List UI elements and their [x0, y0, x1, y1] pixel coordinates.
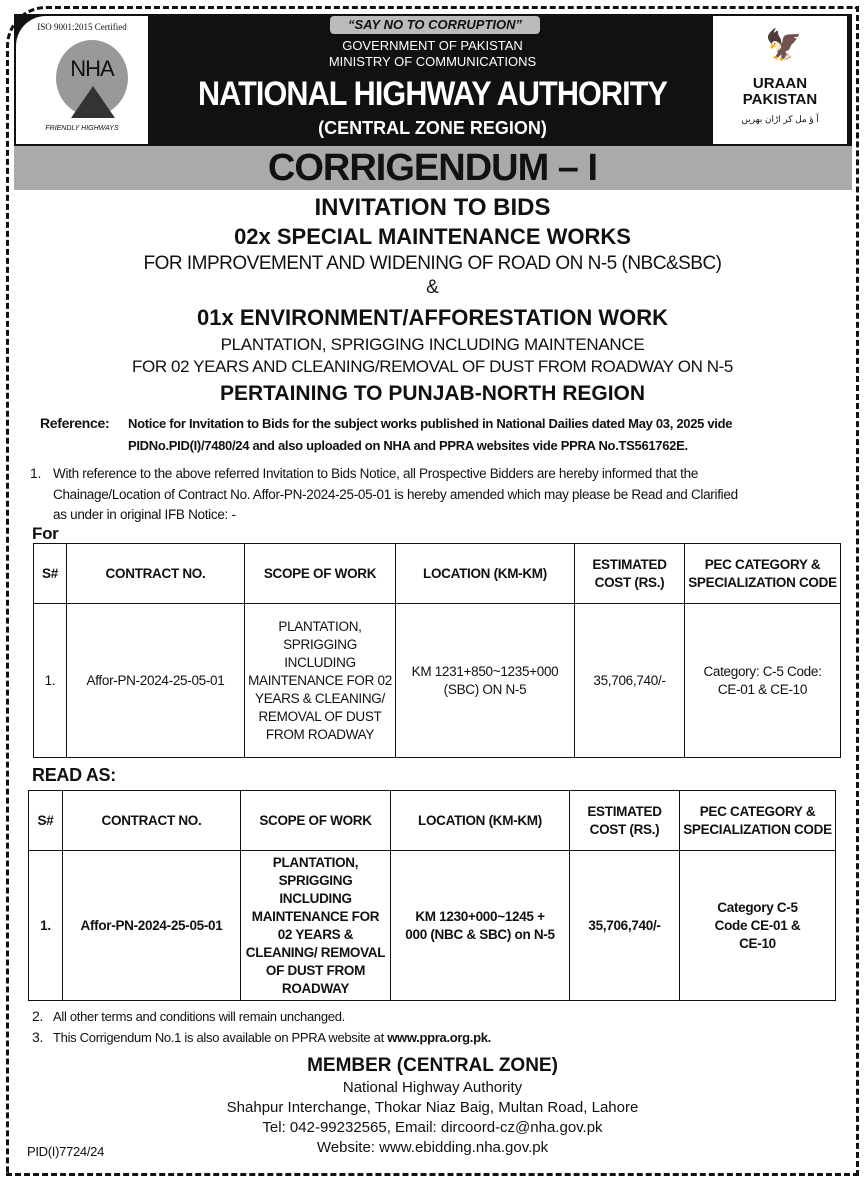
- footer-address: Shahpur Interchange, Thokar Niaz Baig, Multan Road, Lahore: [226, 1099, 639, 1116]
- reference-label: Reference:: [40, 415, 110, 431]
- cell: KM 1230+000~1245 + 000 (NBC & SBC) on N-5: [391, 851, 570, 1001]
- subtitle-5: 01x ENVIRONMENT/AFFORESTATION WORK: [197, 305, 668, 330]
- slogan: “SAY NO TO CORRUPTION”: [330, 16, 540, 34]
- subtitle-3: FOR IMPROVEMENT AND WIDENING OF ROAD ON N-5 (NBC&SBC): [143, 253, 722, 274]
- cell: KM 1231+850~1235+000 (SBC) ON N-5: [396, 604, 575, 758]
- cell: Affor-PN-2024-25-05-01: [67, 604, 245, 758]
- note-text: All other terms and conditions will remain unchanged.: [53, 1009, 345, 1024]
- logo-tagline: FRIENDLY HIGHWAYS: [45, 125, 119, 132]
- subtitle-2: 02x SPECIAL MAINTENANCE WORKS: [234, 224, 631, 249]
- logo-abbr: NHA: [70, 56, 114, 81]
- para-text: With reference to the above referred Invitation to Bids Notice, all Prospective Bidders are hereby informed that the: [53, 466, 699, 481]
- col-header: SCOPE OF WORK: [245, 544, 396, 604]
- cell: Affor-PN-2024-25-05-01: [63, 851, 241, 1001]
- pid-number: PID(I)7724/24: [27, 1144, 105, 1159]
- note-line: [53, 1028, 491, 1047]
- col-header: SCOPE OF WORK: [241, 791, 391, 851]
- col-header: LOCATION (KM-KM): [396, 544, 575, 604]
- logo-line1: URAAN: [752, 75, 808, 92]
- col-header: CONTRACT NO.: [63, 791, 241, 851]
- logo-line2: PAKISTAN: [742, 91, 818, 108]
- eagle-icon: 🦅: [765, 29, 803, 62]
- table-header: [34, 544, 841, 604]
- cell: 35,706,740/-: [575, 604, 685, 758]
- cell: PLANTATION, SPRIGGING INCLUDING MAINTENANCE FOR 02 YEARS & CLEANING/ REMOVAL OF DUST FROM ROADWAY: [241, 851, 391, 1001]
- para-text: Chainage/Location of Contract No. Affor-PN-2024-25-05-01 is hereby amended which may please be Read and Clarified: [53, 487, 738, 502]
- note-text: This Corrigendum No.1 is also available on PPRA website at: [53, 1030, 388, 1045]
- original-table: [33, 543, 841, 758]
- ppra-link[interactable]: www.ppra.org.pk.: [387, 1030, 491, 1045]
- cell: 1.: [34, 604, 67, 758]
- ministry-line: MINISTRY OF COMMUNICATIONS: [328, 54, 537, 69]
- col-header: ESTIMATED COST (RS.): [575, 544, 685, 604]
- org-title: NATIONAL HIGHWAY AUTHORITY: [197, 75, 668, 113]
- cell: 1.: [29, 851, 63, 1001]
- gov-line: GOVERNMENT OF PAKISTAN: [342, 38, 523, 53]
- note-num: 2.: [32, 1008, 44, 1024]
- col-header: CONTRACT NO.: [67, 544, 245, 604]
- para-num: 1.: [30, 465, 42, 481]
- col-header: PEC CATEGORY & SPECIALIZATION CODE: [680, 791, 836, 851]
- footer-title: MEMBER (CENTRAL ZONE): [307, 1055, 558, 1076]
- region: (CENTRAL ZONE REGION): [318, 118, 547, 138]
- subtitle-7: FOR 02 YEARS AND CLEANING/REMOVAL OF DUST FROM ROADWAY ON N-5: [132, 357, 733, 376]
- cell: PLANTATION, SPRIGGING INCLUDING MAINTENANCE FOR 02 YEARS & CLEANING/ REMOVAL OF DUST FROM ROADWAY: [245, 604, 396, 758]
- iso-cert: ISO 9001:2015 Certified: [37, 22, 127, 32]
- cell: 35,706,740/-: [570, 851, 680, 1001]
- col-header: LOCATION (KM-KM): [391, 791, 570, 851]
- footer-website: Website: www.ebidding.nha.gov.pk: [316, 1139, 549, 1156]
- table-header: [29, 791, 836, 851]
- read-as-table: [28, 790, 836, 1001]
- read-as-label: READ AS:: [32, 765, 116, 785]
- subtitle-4: &: [426, 277, 439, 298]
- cell: Category C-5 Code CE-01 & CE-10: [680, 851, 836, 1001]
- note-num: 3.: [32, 1029, 44, 1045]
- footer-contact: Tel: 042-99232565, Email: dircoord-cz@nha.gov.pk: [262, 1119, 603, 1136]
- cell: Category: C-5 Code: CE-01 & CE-10: [685, 604, 841, 758]
- reference-text: PIDNo.PID(I)/7480/24 and also uploaded on NHA and PPRA websites vide PPRA No.TS561762E.: [128, 438, 688, 453]
- subtitle-8: PERTAINING TO PUNJAB-NORTH REGION: [219, 382, 646, 405]
- col-header: S#: [29, 791, 63, 851]
- para-text: as under in original IFB Notice: -: [53, 507, 236, 522]
- subtitle-6: PLANTATION, SPRIGGING INCLUDING MAINTENANCE: [220, 335, 645, 354]
- subtitle-1: INVITATION TO BIDS: [314, 194, 551, 221]
- table-row: [29, 851, 836, 1001]
- col-header: ESTIMATED COST (RS.): [570, 791, 680, 851]
- logo-urdu: آ ؤ مل کر اڑان بھریں: [741, 114, 819, 124]
- footer-org: National Highway Authority: [342, 1079, 523, 1096]
- col-header: S#: [34, 544, 67, 604]
- col-header: PEC CATEGORY & SPECIALIZATION CODE: [685, 544, 841, 604]
- for-label: For: [32, 524, 59, 543]
- page-title: CORRIGENDUM – I: [267, 147, 598, 189]
- reference-text: Notice for Invitation to Bids for the subject works published in National Dailies dated May 03, 2025 vide: [128, 416, 733, 431]
- table-row: [34, 604, 841, 758]
